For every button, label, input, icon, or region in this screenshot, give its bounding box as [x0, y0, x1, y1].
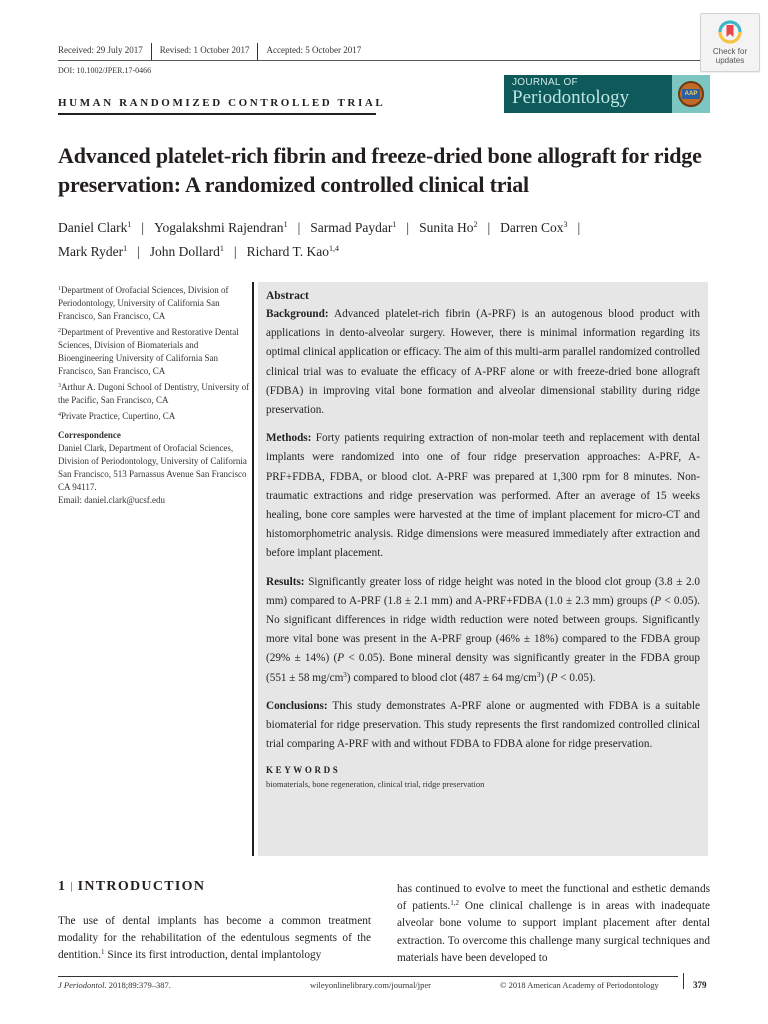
results-text: < 0.05). Bone mineral density was significantly greater in the FDBA group (551 ± 58 mg/cm	[266, 652, 700, 684]
author-name: Daniel Clark	[58, 220, 128, 235]
journal-wordmark	[504, 75, 672, 113]
p-value-symbol: P	[550, 671, 558, 684]
affiliations-column	[58, 284, 250, 507]
section-title: INTRODUCTION	[77, 879, 206, 894]
author[interactable]	[310, 220, 396, 235]
correspondence-text: Daniel Clark, Department of Orofacial Sciences, Division of Periodontology, University of California San Francisco, 513 Parnassus Avenue San Francisco CA 94117.	[58, 443, 247, 492]
date-divider	[257, 43, 258, 60]
author-separator: |	[487, 220, 491, 235]
journal-abbrev: J Periodontol.	[58, 980, 107, 990]
introduction-paragraph-left	[58, 913, 371, 965]
author-separator: |	[406, 220, 410, 235]
abstract-background	[266, 305, 700, 420]
abstract-box	[258, 282, 708, 856]
author-separator: |	[141, 220, 145, 235]
body-text: has continued to evolve to meet the functional and esthetic demands of patients.	[397, 883, 710, 913]
conclusions-label: Conclusions:	[266, 699, 328, 712]
p-value-symbol: P	[337, 652, 345, 665]
date-divider	[151, 43, 152, 60]
background-label: Background:	[266, 308, 329, 320]
exponent: 3	[343, 670, 347, 679]
author-affiliation-ref: 1	[392, 220, 397, 229]
citation-ref[interactable]: 1	[101, 948, 105, 957]
author-separator: |	[577, 220, 581, 235]
cfu-line-1: Check for	[712, 47, 748, 56]
affiliation-text: Private Practice, Cupertino, CA	[61, 411, 176, 421]
affiliation-text: Department of Preventive and Restorative Dental Sciences, Division of Biomaterials and Bioengineering University of California San Francisco, San Francisco, CA	[58, 327, 239, 376]
results-label: Results:	[266, 575, 305, 588]
author-affiliation-ref: 2	[473, 220, 478, 229]
citation-ref[interactable]: 1,2	[450, 899, 460, 908]
results-text: Significantly greater loss of ridge height was noted in the blood clot group (3.8 ± 2.0 mm) compared to A-PRF (1.8 ± 2.1 mm) and A-PRF+FDBA (1.0 ± 2.3 mm) groups (	[266, 575, 701, 607]
author-separator: |	[233, 244, 237, 259]
methods-label: Methods:	[266, 432, 312, 445]
article-category: HUMAN RANDOMIZED CONTROLLED TRIAL	[58, 97, 386, 109]
affiliation-number: 2	[58, 328, 61, 334]
introduction-paragraph-right	[397, 881, 710, 967]
author-affiliation-ref: 1	[127, 220, 132, 229]
footer-url[interactable]: wileyonlinelibrary.com/journal/jper	[310, 980, 432, 990]
author[interactable]	[58, 220, 131, 235]
doi[interactable]: DOI: 10.1002/JPER.17-0466	[58, 66, 152, 75]
affiliation	[58, 284, 250, 323]
results-text: ) compared to blood clot (487 ± 64 mg/cm	[346, 671, 537, 684]
keywords-list: biomaterials, bone regeneration, clinical trial, ridge preservation	[266, 779, 485, 790]
section-heading-introduction	[58, 879, 205, 895]
crossmark-bookmark-icon	[718, 20, 742, 44]
section-bar: |	[70, 881, 74, 892]
abstract-heading: Abstract	[266, 290, 309, 302]
received-date: Received: 29 July 2017	[58, 45, 143, 55]
author[interactable]	[419, 220, 477, 235]
affiliation	[58, 326, 250, 378]
author-affiliation-ref: 1	[219, 244, 224, 253]
author-name: Sarmad Paydar	[310, 220, 393, 235]
aap-seal-icon	[678, 81, 704, 107]
keywords-heading: KEYWORDS	[266, 765, 341, 776]
author-name: John Dollard	[149, 244, 220, 259]
author-name: Yogalakshmi Rajendran	[154, 220, 284, 235]
author-separator: |	[297, 220, 301, 235]
header-rule	[58, 60, 710, 61]
body-text: One clinical challenge is in areas with inadequate alveolar bone volume to support implant placement after dental extraction. To overcome this challenge many surgical techniques and materials have been developed to	[397, 900, 710, 964]
page-number: 379	[693, 980, 707, 990]
category-underline	[58, 113, 376, 115]
accepted-date: Accepted: 5 October 2017	[266, 45, 362, 55]
author-name: Mark Ryder	[58, 244, 124, 259]
affiliation-number: 4	[58, 412, 61, 418]
conclusions-text: This study demonstrates A-PRF alone or augmented with FDBA is a suitable biomaterial for ridge preservation. This study represents the first randomized controlled clinical trial comparing A-PRF with and without FDBA to FDBA alone for ridge preservation.	[266, 699, 700, 751]
abstract-methods	[266, 429, 700, 563]
affiliation-text: Arthur A. Dugoni School of Dentistry, University of the Pacific, San Francisco, CA	[58, 382, 250, 405]
author-affiliation-ref: 3	[563, 220, 568, 229]
journal-name: Periodontology	[512, 87, 630, 108]
author-affiliation-ref: 1	[283, 220, 288, 229]
author-separator: |	[137, 244, 140, 259]
abstract-conclusions	[266, 697, 700, 755]
author-name: Darren Cox	[500, 220, 564, 235]
section-number: 1	[58, 879, 67, 894]
author[interactable]	[154, 220, 288, 235]
check-for-updates-button[interactable]	[700, 13, 760, 72]
correspondence-heading: Correspondence	[58, 430, 121, 440]
author-affiliation-ref: 1,4	[328, 244, 339, 253]
footer-divider	[683, 973, 684, 989]
author[interactable]	[58, 244, 127, 259]
check-for-updates-label	[701, 47, 759, 65]
correspondence-email[interactable]: Email: daniel.clark@ucsf.edu	[58, 495, 165, 505]
exponent: 3	[536, 670, 541, 679]
emblem-panel	[672, 75, 710, 113]
affiliation	[58, 410, 250, 423]
journal-of-label: JOURNAL OF	[512, 77, 578, 88]
affiliation	[58, 381, 250, 407]
author[interactable]	[500, 220, 567, 235]
affiliation-number: 1	[58, 286, 61, 292]
column-divider	[252, 282, 254, 856]
results-text: < 0.05).	[557, 671, 596, 684]
author-affiliation-ref: 1	[123, 244, 128, 253]
article-title: Advanced platelet-rich fibrin and freeze-dried bone allograft for ridge preservation: A randomized controlled clinical trial	[58, 143, 702, 197]
footer-citation	[58, 980, 171, 990]
footer-copyright: © 2018 American Academy of Periodontology	[500, 980, 659, 990]
cfu-line-2: updates	[715, 56, 745, 65]
author-name: Sunita Ho	[419, 220, 474, 235]
journal-logo[interactable]	[504, 75, 710, 113]
author-name: Richard T. Kao	[246, 244, 329, 259]
author[interactable]	[247, 244, 339, 259]
author-list	[58, 216, 718, 264]
article-dates	[58, 45, 367, 60]
results-text: < 0.05). No significant differences in ridge width reduction were noted between groups. Significantly more vital bone was present in the A-PRF group (46% ± 18%) compared to the FDBA group (29% ± 14%) (	[266, 594, 700, 665]
background-text: Advanced platelet-rich fibrin (A-PRF) is an autogenous blood product with applications in dento-alveolar surgery. However, there is minimal information regarding its optimal clinical application or efficacy. The aim of this multi-arm parallel randomized controlled clinical trial was to evaluate the efficacy of A-PRF alone or with freeze-dried bone allograft (FDBA) in improving vital bone formation and alveolar dimensional stability during ridge preservation.	[266, 308, 700, 417]
methods-text: Forty patients requiring extraction of non-molar teeth and replacement with dental implants were randomized into one of four ridge preservation approaches: A-PRF, A-PRF+FDBA, FDBA, or blood clot. A-PRF was prepared at 1,300 rpm for 8 minutes. Non-traumatic extractions and ridge preservation was performed. After an average of 15 weeks healing, bone core samples were harvested at the time of implant placement for micro-CT and histomorphometric analysis. Ridge dimensions were measured immediately after extraction and before implant placement.	[266, 432, 701, 560]
aap-seal-text: AAP	[682, 89, 700, 99]
footer-rule	[58, 976, 678, 977]
body-text: The use of dental implants has become a common treatment modality for the rehabilitation of the edentulous segments of the dentition.	[58, 915, 371, 962]
citation-volume: 2018;89:379–387.	[106, 980, 171, 990]
author[interactable]	[150, 244, 224, 259]
body-text: Since its first introduction, dental implantology	[104, 949, 322, 962]
abstract-results	[266, 573, 700, 688]
p-value-symbol: P	[654, 594, 662, 607]
affiliation-number: 3	[58, 383, 61, 389]
results-text: ) (	[540, 671, 551, 684]
affiliation-text: Department of Orofacial Sciences, Division of Periodontology, University of California San Francisco, San Francisco, CA	[58, 285, 229, 321]
revised-date: Revised: 1 October 2017	[159, 45, 250, 55]
